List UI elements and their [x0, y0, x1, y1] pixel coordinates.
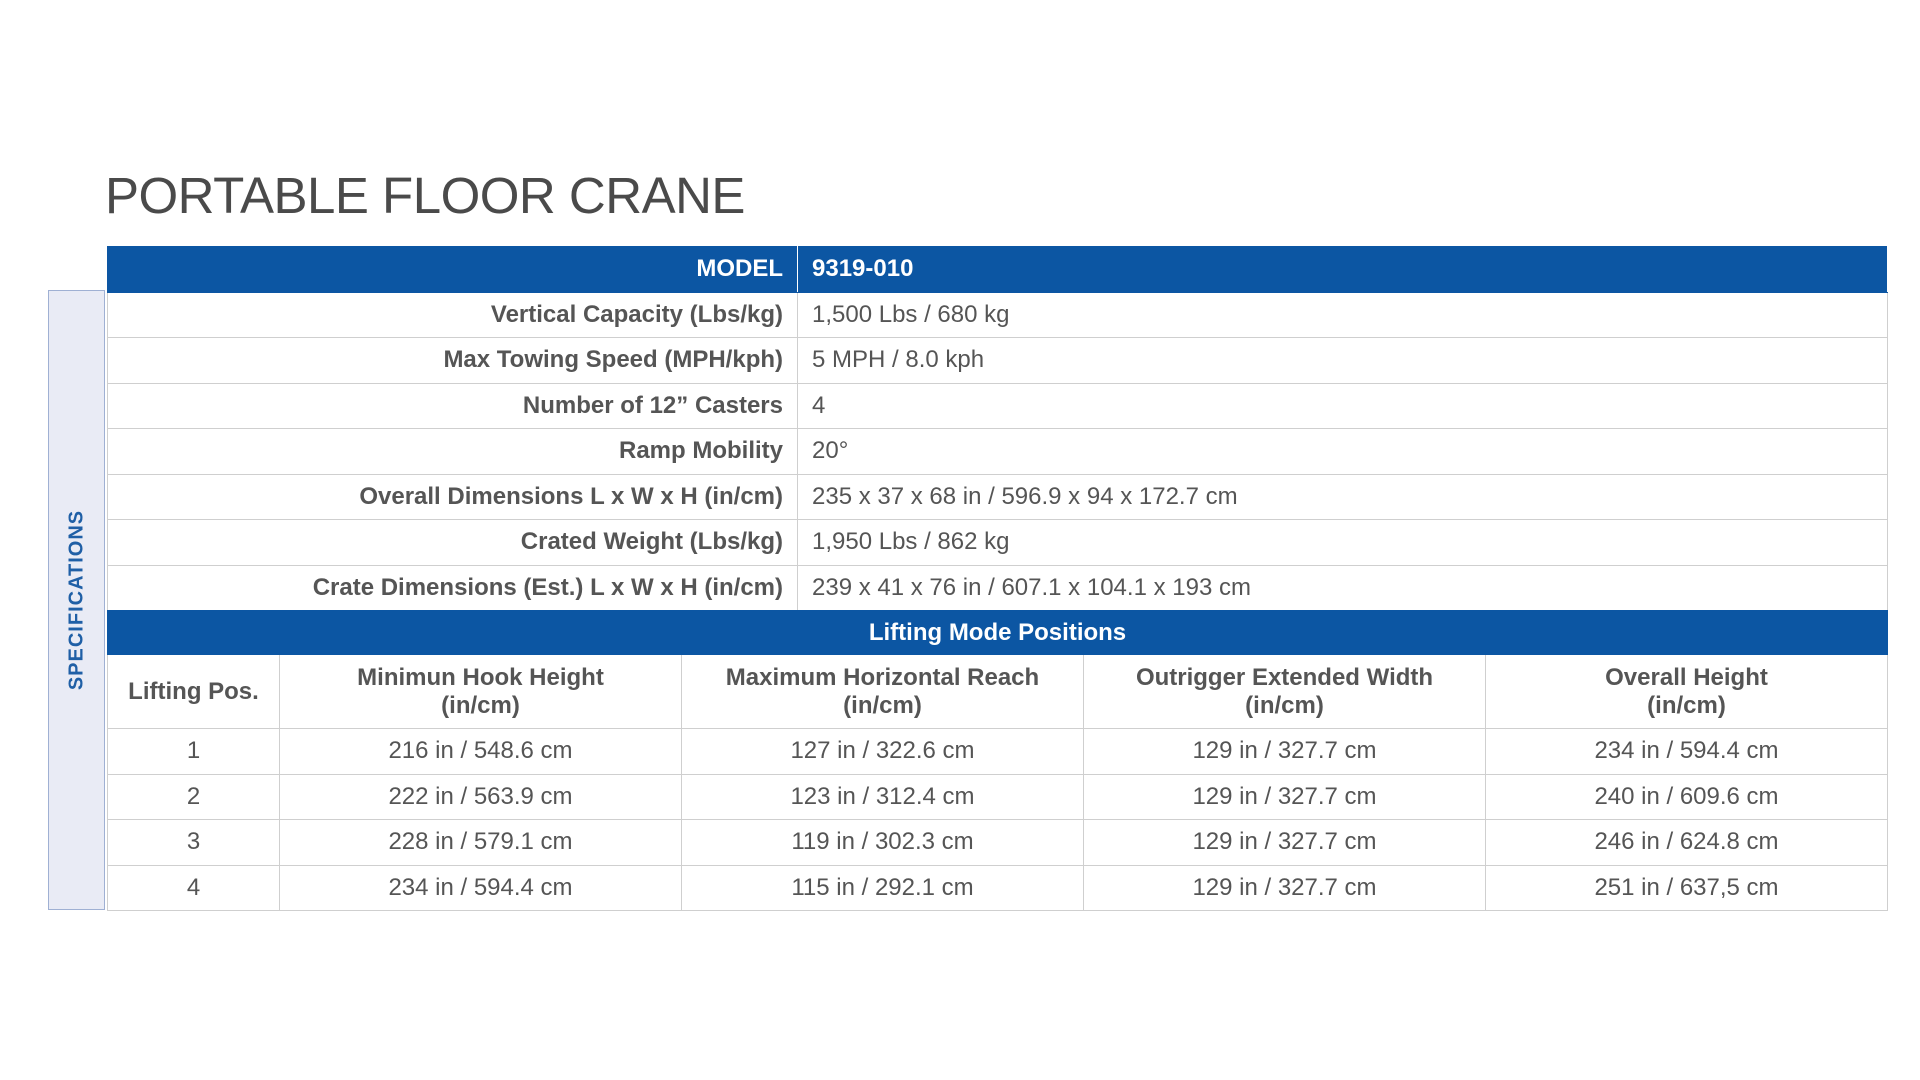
spec-label: Ramp Mobility [108, 429, 798, 475]
table-cell: 2 [108, 774, 280, 820]
table-row [108, 774, 1888, 820]
model-header-row [108, 247, 1888, 293]
model-label: MODEL [108, 247, 798, 293]
table-cell: 216 in / 548.6 cm [280, 729, 682, 775]
column-header-line1: Outrigger Extended Width [1135, 663, 1434, 691]
column-header-line2: (in/cm) [1245, 691, 1324, 719]
column-header-outrigger-width [1084, 655, 1486, 729]
spec-row [108, 429, 1888, 475]
column-header-line2: (in/cm) [843, 691, 922, 719]
table-cell: 234 in / 594.4 cm [280, 865, 682, 911]
column-header-line2: (in/cm) [1647, 691, 1726, 719]
table-cell: 4 [108, 865, 280, 911]
spec-label: Number of 12” Casters [108, 383, 798, 429]
model-value: 9319-010 [798, 247, 1888, 293]
column-header-line2: (in/cm) [441, 691, 520, 719]
spec-label: Crate Dimensions (Est.) L x W x H (in/cm) [108, 565, 798, 611]
spec-row [108, 383, 1888, 429]
spec-value: 1,950 Lbs / 862 kg [798, 520, 1888, 566]
table-row [108, 820, 1888, 866]
column-header-lifting-pos [108, 655, 280, 729]
table-cell: 129 in / 327.7 cm [1084, 865, 1486, 911]
table-cell: 246 in / 624.8 cm [1486, 820, 1888, 866]
spec-row [108, 338, 1888, 384]
spec-value: 4 [798, 383, 1888, 429]
table-cell: 123 in / 312.4 cm [682, 774, 1084, 820]
table-cell: 240 in / 609.6 cm [1486, 774, 1888, 820]
column-header-row [108, 655, 1888, 729]
specifications-label: SPECIFICATIONS [65, 509, 87, 691]
table-cell: 1 [108, 729, 280, 775]
spec-label: Vertical Capacity (Lbs/kg) [108, 292, 798, 338]
specifications-side-tab [48, 290, 105, 910]
spec-value: 5 MPH / 8.0 kph [798, 338, 1888, 384]
specifications-table [107, 246, 1888, 611]
column-header-line1: Lifting Pos. [128, 677, 259, 705]
spec-label: Overall Dimensions L x W x H (in/cm) [108, 474, 798, 520]
column-header-min-hook-height [280, 655, 682, 729]
spec-value: 235 x 37 x 68 in / 596.9 x 94 x 172.7 cm [798, 474, 1888, 520]
table-cell: 129 in / 327.7 cm [1084, 729, 1486, 775]
column-header-overall-height [1486, 655, 1888, 729]
spec-row [108, 565, 1888, 611]
spec-label: Max Towing Speed (MPH/kph) [108, 338, 798, 384]
spec-row [108, 520, 1888, 566]
table-cell: 129 in / 327.7 cm [1084, 774, 1486, 820]
spec-value: 239 x 41 x 76 in / 607.1 x 104.1 x 193 cm [798, 565, 1888, 611]
table-cell: 129 in / 327.7 cm [1084, 820, 1486, 866]
spec-row [108, 292, 1888, 338]
spec-value: 20° [798, 429, 1888, 475]
table-cell: 222 in / 563.9 cm [280, 774, 682, 820]
column-header-max-horizontal-reach [682, 655, 1084, 729]
table-cell: 234 in / 594.4 cm [1486, 729, 1888, 775]
column-header-line1: Minimun Hook Height [357, 663, 604, 691]
table-cell: 228 in / 579.1 cm [280, 820, 682, 866]
column-header-line1: Maximum Horizontal Reach [725, 663, 1040, 691]
table-cell: 3 [108, 820, 280, 866]
spec-value: 1,500 Lbs / 680 kg [798, 292, 1888, 338]
lifting-mode-banner-row [108, 611, 1888, 655]
table-cell: 119 in / 302.3 cm [682, 820, 1084, 866]
page-title: PORTABLE FLOOR CRANE [105, 167, 745, 224]
table-cell: 115 in / 292.1 cm [682, 865, 1084, 911]
table-cell: 251 in / 637,5 cm [1486, 865, 1888, 911]
spec-label: Crated Weight (Lbs/kg) [108, 520, 798, 566]
lifting-mode-title: Lifting Mode Positions [108, 611, 1888, 655]
spec-row [108, 474, 1888, 520]
table-row [108, 729, 1888, 775]
table-row [108, 865, 1888, 911]
lifting-mode-table [107, 610, 1888, 911]
column-header-line1: Overall Height [1605, 663, 1768, 691]
table-cell: 127 in / 322.6 cm [682, 729, 1084, 775]
